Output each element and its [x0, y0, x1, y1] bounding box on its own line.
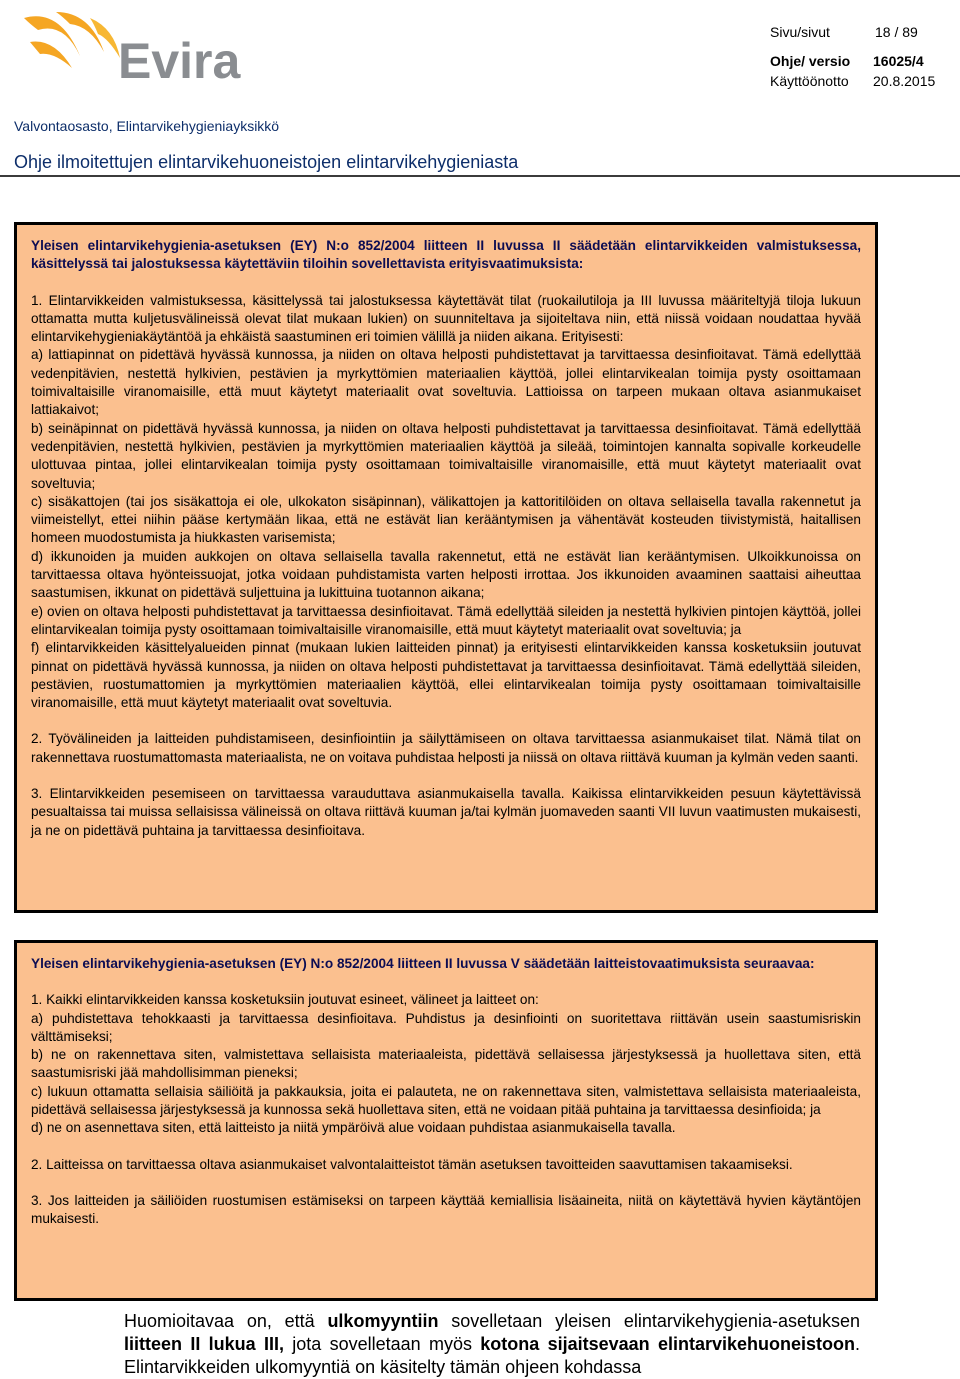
box1-item-d: d) ikkunoiden ja muiden aukkojen on oltava sellaisella tavalla rakennetut, että ne estävät lian kerääntymisen. Ulkoikkunoissa on tarvittaessa oltava hyönteissuojat, jotka voidaan puhdistamista varten helposti irrottaa. Jos ikkunoiden avaaminen saattaisi aiheuttaa saastumisen, ikkunat on pidettävä suljettuina ja lukittuina tuotannon aikana; [31, 548, 861, 601]
box1-item-c: c) sisäkattojen (tai jos sisäkattoja ei ole, ulkokaton sisäpinnan), välikattojen ja kattoritilöiden on oltava sellaisella tavalla rakennetut ja viimeistellyt, ettei niihin pääse kertymään likaa, että ne estävät lian kerääntymisen ja vähentävät kosteuden tiivistymistä, haitallisen homeen muodostumista ja hiukkasten varisemista; [31, 493, 861, 546]
box1-item-f: f) elintarvikkeiden käsittelyalueiden pinnat (mukaan lukien laitteiden pinnat) ja erityisesti elintarvikkeiden kanssa kosketuksiin joutuvat pinnat on pidettävä hyvässä kunnossa, ja niiden on oltava helposti puhdistettavat ja tarvittaessa desinfioitavat. Tämä edellyttää sileiden, pestävien, ruostumattomien ja myrkyttömien materiaalien käyttöä, ellei elintarvikealan toimija pysty osoittamaan toimivaltaisille viranomaisille, että muut käytetyt materiaalit ovat soveltuvia. [31, 640, 861, 711]
evira-logo-icon [20, 8, 252, 86]
regulation-box-premises [14, 222, 878, 913]
date-label: Käyttöönotto [770, 73, 849, 89]
logo-wordmark: Evira [118, 33, 241, 86]
note-text-2: sovelletaan yleisen elintarvikehygienia-asetuksen [438, 1311, 861, 1331]
box1-point-2: 2. Työvälineiden ja laitteiden puhdistamiseen, desinfiointiin ja säilyttämiseen on oltava tarvittaessa asianmukaiset tilat. Nämä tilat on rakennettava ruostumattomasta materiaalista, ne on voitava puhdistaa helposti ja niissä on oltava riittävä kuuman ja kylmän veden saanti. [31, 731, 861, 765]
box2-item-d: d) ne on asennettava siten, että laitteisto ja niitä ympäröivä alue voidaan puhdistaa asianmukaisella tavalla. [31, 1120, 676, 1136]
box1-item-e: e) ovien on oltava helposti puhdistettavat ja tarvittaessa desinfioitavat. Tämä edellyttää sileiden ja nestettä hylkivien pintojen käyttöä, jollei elintarvikealan toimija pysty osoittamaan toimivaltaisille viranomaisille, että muut käytetyt materiaalit ovat soveltuvia; ja [31, 603, 861, 637]
version-value: 16025/4 [873, 53, 924, 69]
note-bold-2: liitteen II lukua III, [124, 1334, 284, 1354]
version-label: Ohje/ versio [770, 53, 851, 69]
box2-item-c: c) lukuun ottamatta sellaisia säiliöitä ja pakkauksia, joita ei palauteta, ne on rakennettava siten, valmistettava sellaisista materiaaleista, pidettävä sellaisessa järjestyksessä ja kunnossa sekä huollettava siten, että ne voidaan pitää puhtaina ja tarvittaessa desinfioida; ja [31, 1083, 861, 1118]
document-meta [770, 20, 945, 91]
department-name: Valvontaosasto, Elintarvikehygieniayksikkö [14, 118, 280, 134]
box1-point-3: 3. Elintarvikkeiden pesemiseen on tarvittaessa varauduttava asianmukaisella tavalla. Kaikissa elintarvikkeiden pesuun käytettävissä pesualtaissa tai muissa sellaisissa välineissä on oltava riittävä kuuman ja/tai kylmän juomaveden saanti VII luvun vaatimusten mukaisesti, ja ne on pidettävä puhtaina ja tarvittaessa desinfioitava. [31, 786, 861, 838]
page-label: Sivu/sivut [770, 24, 830, 40]
date-value: 20.8.2015 [873, 73, 936, 89]
document-title: Ohje ilmoitettujen elintarvikehuoneistojen elintarvikehygieniasta [14, 152, 519, 172]
box1-point-1: 1. Elintarvikkeiden valmistuksessa, käsittelyssä tai jalostuksessa käytettävät tilat (ruokailutiloja ja III luvussa määriteltyjä tiloja lukuun ottamatta mutta kuljetusvälineissä olevat tilat mukaan lukien) on suunniteltava ja sijoiteltava niin, että niissä voidaan noudattaa hyvää elintarvikehygieniakäytäntöä ja ehkäistä saastuminen eri toimien välillä ja niiden aikana. Erityisesti: [31, 292, 861, 345]
box1-item-a: a) lattiapinnat on pidettävä hyvässä kunnossa, ja niiden on oltava helposti puhdistettavat ja tarvittaessa desinfioitavat. Tämä edellyttää vedenpitävien, nestettä hylkivien, pestävien ja myrkyttömien materiaalien käyttöä, jollei elintarvikealan toimija pysty osoittamaan toimivaltaisille viranomaisille, että muut käytetyt materiaalit ovat soveltuvia. Lattioissa on tarpeen mukaan oltava asianmukaiset lattiakaivot; [31, 347, 861, 418]
note-text-1: Huomioitavaa on, että [124, 1311, 328, 1331]
box2-point-3: 3. Jos laitteiden ja säiliöiden ruostumisen estämiseksi on tarpeen käyttää kemiallisia lisäaineita, niitä on käytettävä hyvien käytäntöjen mukaisesti. [31, 1192, 861, 1227]
note-text-4: . Elintarvikkeiden ulkomyyntiä on käsitelty tämän ohjeen kohdassa [124, 1334, 861, 1377]
box2-point-2: 2. Laitteissa on tarvittaessa oltava asianmukaiset valvontalaitteistot tämän asetuksen tavoitteiden saavuttamisen takaamiseksi. [31, 1156, 793, 1172]
evira-logo [20, 8, 252, 86]
note-bold-1: ulkomyyntiin [327, 1311, 439, 1331]
box2-point-1: 1. Kaikki elintarvikkeiden kanssa kosketuksiin joutuvat esineet, välineet ja laitteet on: [31, 992, 539, 1008]
outdoor-sales-note [124, 1310, 860, 1379]
header-divider [0, 175, 960, 177]
note-bold-3: kotona sijaitsevaan elintarvikehuoneistoon [480, 1334, 855, 1354]
box2-item-a: a) puhdistettava tehokkaasti ja tarvittaessa desinfioitava. Puhdistus ja desinfiointi on suoritettava riittävän usein saastumisriskin välttämiseksi; [31, 1010, 861, 1044]
box2-heading: Yleisen elintarvikehygienia-asetuksen (EY) N:o 852/2004 liitteen II luvussa V säädetään laitteistovaatimuksista seuraavaa: [31, 956, 815, 971]
page-value: 18 / 89 [875, 24, 918, 40]
box1-item-b: b) seinäpinnat on pidettävä hyvässä kunnossa, ja niiden on oltava helposti puhdistettavat ja tarvittaessa desinfioitavat. Tämä edellyttää vedenpitävien, nestettä hylkivien, pestävien ja myrkyttömien materiaalien käyttöä ja sileää, toimintojen kannalta sopivalle korkeudelle ulottuvaa pintaa, jollei elintarvikealan toimija pysty osoittamaan toimivaltaisille viranomaisille, että muut käytetyt materiaalit ovat soveltuvia; [31, 420, 861, 491]
box2-item-b: b) ne on rakennettava siten, valmistettava sellaisista materiaaleista, pidettävä sellaisessa järjestyksessä ja huollettava siten, että saastumisriski jää mahdollisimman pieneksi; [31, 1047, 861, 1081]
regulation-box-equipment [14, 940, 878, 1301]
box1-heading: Yleisen elintarvikehygienia-asetuksen (EY) N:o 852/2004 liitteen II luvussa II säädetään elintarvikkeiden valmistuksessa, käsittelyssä tai jalostuksessa käytettäviin tiloihin sovellettavista erityisvaatimuksista: [31, 238, 861, 272]
note-text-3: jota sovelletaan myös [283, 1334, 481, 1354]
